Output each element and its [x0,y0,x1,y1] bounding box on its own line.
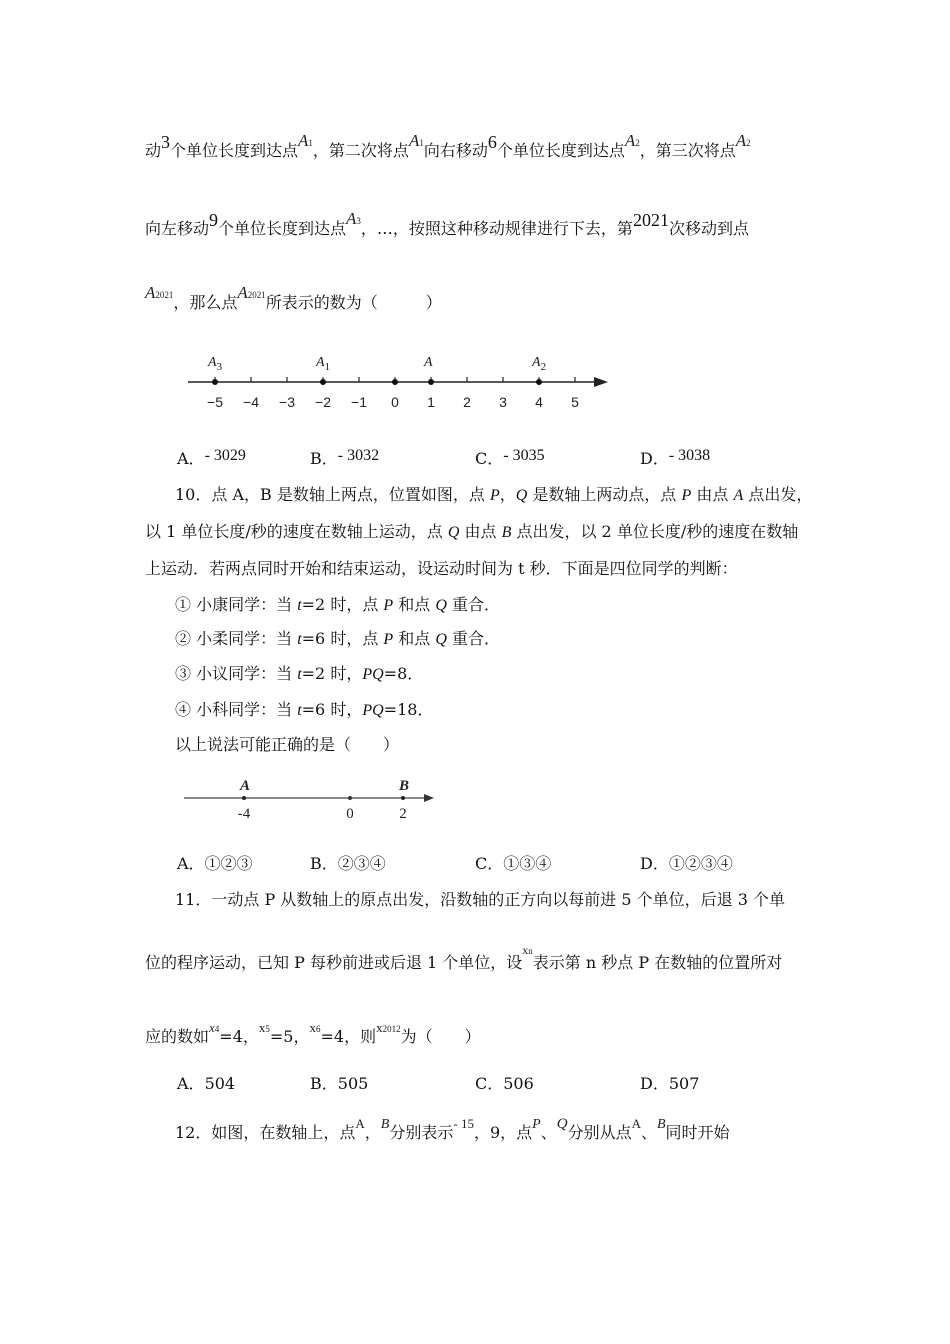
tick-label: −3 [279,394,295,410]
q12-line-1: 12．如图，在数轴上，点$^A$，B分别表示$^{- 15}$，9，点P、Q分别从点$^A$、B同时开始 [175,1116,730,1142]
point-label: $A_1$ [316,355,331,373]
tick-label: 5 [571,394,579,410]
point-dot [212,379,218,385]
q11-line-2: 位的程序运动，已知 P 每秒前进或后退 1 个单位，设$^{xn}$表示第 n 秒点 P 在数轴的位置所对 [145,943,783,972]
text: 所表示的数为（ ） [265,293,442,312]
text: 次移动到点 [668,219,749,238]
point-A2021: A2021 [145,283,174,302]
q10-option-c[interactable]: C．①③④ [475,854,552,873]
text: ，第三次将点 [639,141,736,160]
point-label-sub: 2 [540,361,547,373]
number: 3 [161,132,171,152]
point-dot [401,796,405,800]
q10-question: 以上说法可能正确的是（ ） [175,735,400,754]
text: ，第二次将点 [312,141,409,160]
tick-label: 4 [535,394,543,410]
point-A2: A2 [735,131,751,150]
tick-label: 2 [399,806,407,822]
point-label: A [424,355,433,370]
text: 动 [145,141,162,160]
q10-line-2: 以 1 单位长度/秒的速度在数轴上运动，点 Q 由点 B 点出发，以 2 单位长度/秒的速度在数轴 [145,522,799,541]
number: 9 [209,210,219,230]
axis-arrow [594,377,608,387]
number: 2021 [632,210,669,230]
q9-option-a[interactable]: A．- 3029 [177,447,246,468]
x-n: xn [522,943,533,957]
x-6: x6 [309,1020,321,1035]
point-A2: A2 [624,131,640,150]
point-Q: Q [556,1116,568,1132]
q11-option-a[interactable]: A．504 [177,1074,236,1093]
origin-dot [392,379,398,385]
point-dot [242,796,246,800]
q11-line-1: 11．一动点 P 从数轴上的原点出发，沿数轴的正方向以每前进 5 个单位，后退 3 个单 [175,890,786,909]
tick-label: 2 [463,394,471,410]
x-5: x5 [258,1020,270,1035]
point-A3: A3 [346,209,361,228]
q10-statement-3: ③ 小议同学：当 t=2 时，PQ=8． [175,664,424,683]
q10-line-3: 上运动．若两点同时开始和结束运动，设运动时间为 t 秒．下面是四位同学的判断： [145,559,738,578]
q11-line-3: 应的数如$^{x4}$=4，$^{x5}$=5，$^{x6}$=4，则$^{x2012}$为（ ） [145,1020,481,1046]
point-A1: A1 [298,131,313,150]
text: ，那么点 [173,293,238,312]
point-B: B [656,1117,666,1132]
q9-number-line [180,348,620,414]
point-label: $A_3$ [208,355,223,373]
point-label: $A_2$ [532,355,547,373]
number: 6 [487,132,497,152]
q11-option-b[interactable]: B．505 [310,1074,369,1093]
tick-label: -4 [237,806,251,822]
point-label-sub: 1 [324,361,331,373]
tick-label: 0 [391,394,399,410]
point-A: A [355,1116,365,1131]
axis-arrow [424,794,434,802]
x-2012: x2012 [376,1020,401,1035]
point-label: A [239,778,251,794]
point-dot [320,379,326,385]
point-B: B [380,1117,390,1132]
text: 个单位长度到达点 [218,219,347,238]
point-dot [536,379,542,385]
tick-label: 0 [346,806,354,822]
q10-statement-4: ④ 小科同学：当 t=6 时，PQ=18． [175,700,434,719]
q9-option-c[interactable]: C．- 3035 [475,447,545,468]
x-4: x4 [209,1020,220,1035]
text: 个单位长度到达点 [170,141,299,160]
q9-line-1 [145,131,751,161]
q11-option-c[interactable]: C．506 [475,1074,534,1093]
q10-line-1: 10．点 A，B 是数轴上两点，位置如图，点 P，Q 是数轴上两动点，点 P 由点 A 点出发， [175,485,813,504]
origin-dot [348,796,352,800]
point-A1: A1 [408,131,424,150]
q9-line-3 [145,283,442,313]
tick-label: −2 [315,394,331,410]
text: ，…，按照这种移动规律进行下去，第 [360,219,633,238]
tick-label: −5 [207,394,223,410]
point-label-sub: 3 [216,361,223,373]
q10-number-line [180,772,440,826]
text: 向右移动 [423,141,488,160]
q10-option-d[interactable]: D．①②③④ [640,854,733,873]
q9-option-b[interactable]: B．- 3032 [310,447,380,468]
text: 个单位长度到达点 [496,141,625,160]
tick-label: 3 [499,394,507,410]
tick-label: −4 [243,394,259,410]
q9-option-d[interactable]: D．- 3038 [640,447,711,468]
number-neg15: - 15 [453,1116,474,1131]
tick-label: −1 [351,394,367,410]
q10-statement-1: ① 小康同学：当 t=2 时，点 P 和点 Q 重合． [175,595,501,614]
tick-label: 1 [427,394,435,410]
q9-line-2 [145,209,749,239]
point-P: P [532,1117,541,1132]
point-dot [428,379,434,385]
q10-option-b[interactable]: B．②③④ [310,854,386,873]
point-A: A [631,1116,641,1131]
text: 向左移动 [145,219,210,238]
q10-option-a[interactable]: A．①②③ [177,854,253,873]
q11-option-d[interactable]: D．507 [640,1074,700,1093]
point-A2021: A2021 [237,283,266,302]
q10-statement-2: ② 小柔同学：当 t=6 时，点 P 和点 Q 重合． [175,629,501,648]
point-label: B [398,778,410,794]
